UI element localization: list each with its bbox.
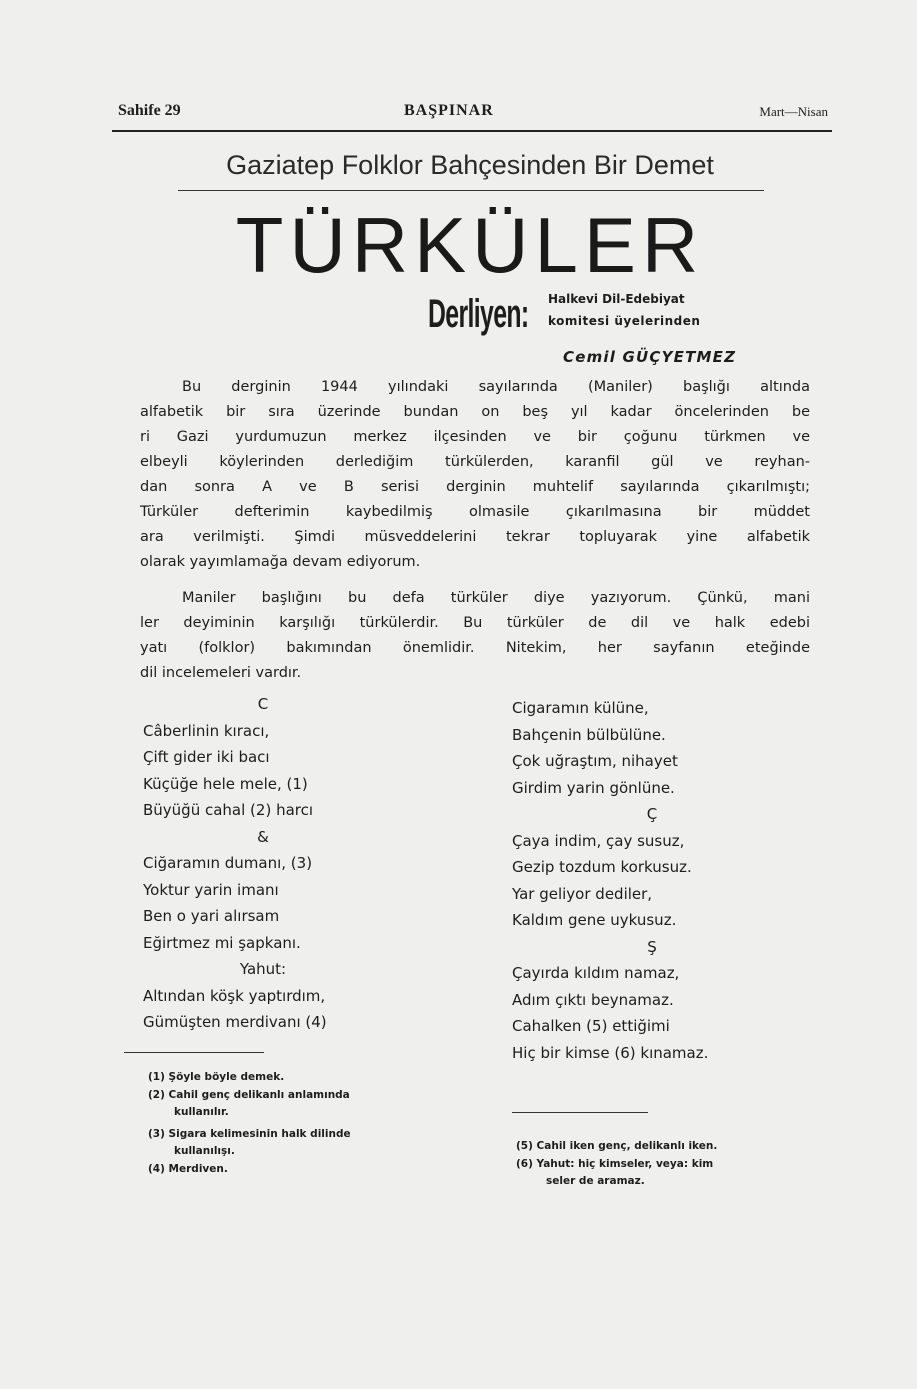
verse-line: Cahalken (5) ettiğimi [512,1017,670,1035]
verse-line: Eğirtmez mi şapkanı. [143,933,301,952]
footnote: seler de aramaz. [546,1175,645,1187]
verse-line: Girdim yarin gönlüne. [512,778,675,797]
verse-line: Çayırda kıldım namaz, [512,964,680,982]
verse-line: Câberlinin kıracı, [143,721,270,740]
intro-paragraph [140,375,810,575]
right-poem-column [512,695,792,1066]
letter-heading: Ç [646,805,658,823]
page-number: Sahife 29 [118,102,181,119]
byline-committee-1: Halkevi Dil-Edebiyat [548,292,685,306]
page-header [112,96,832,126]
footnote: (3) Sigara kelimesinin halk dilinde [148,1127,351,1140]
footnote: (1) Şöyle böyle demek. [148,1071,285,1083]
footnote-rule-left [124,1052,264,1053]
verse-line: Küçüğe hele mele, (1) [143,774,308,793]
verse-line: Ben o yari alırsam [143,907,280,925]
paragraph-line: yatı (folklor) bakımından önemlidir. Nitekim, her sayfanın eteğinde [140,640,810,656]
verse-line: Yar geliyor dediler, [512,884,653,903]
paragraph-line: Türküler defterimin kaybedilmiş olmasile çıkarılmasına bir müddet [140,504,810,520]
article-title: TÜRKÜLER [235,201,705,289]
paragraph-line: dil incelemeleri vardır. [140,665,302,681]
second-paragraph [140,586,810,686]
stanza-separator: & [257,827,269,846]
letter-heading: C [257,695,269,713]
footnotes-left [148,1069,468,1178]
article-subtitle: Gaziatep Folklor Bahçesinden Bir Demet [226,150,714,180]
verse-line: Gümüşten merdivanı (4) [143,1013,327,1031]
verse-line: Ciğaramın dumanı, (3) [143,854,313,872]
paragraph-line: ri Gazi yurdumuzun merkez ilçesinden ve bir çoğunu türkmen ve [140,429,810,445]
verse-line: Yoktur yarin imanı [143,880,279,899]
footnote: (6) Yahut: hiç kimseler, veya: kim [516,1157,714,1170]
verse-line: Hiç bir kimse (6) kınamaz. [512,1043,709,1062]
paragraph-line: alfabetik bir sıra üzerinde bundan on beş yıl kadar öncelerinden be [140,404,810,420]
verse-line: Çift gider iki bacı [143,748,270,766]
subtitle-underline [178,190,764,191]
verse-line: Çaya indim, çay susuz, [512,831,685,850]
journal-name: BAŞPINAR [404,102,494,119]
footnote: (4) Merdiven. [148,1162,228,1175]
verse-line: Altından köşk yaptırdım, [143,986,326,1005]
footnotes-right [516,1138,846,1191]
paragraph-line: olarak yayımlamağa devam ediyorum. [140,554,421,570]
footnote: kullanılır. [174,1106,229,1118]
verse-line: Bahçenin bülbülüne. [512,725,666,744]
verse-line: Gezip tozdum korkusuz. [512,858,692,876]
issue-date: Mart—Nisan [759,104,828,119]
header-rule [112,130,832,132]
variant-heading: Yahut: [239,960,287,978]
verse-line: Cigaramın külüne, [512,699,649,717]
paragraph-line: dan sonra A ve B serisi derginin muhtelif sayılarında çıkarılmıştı; [140,479,810,495]
byline-author: Cemil GÜÇYETMEZ [563,348,737,366]
letter-heading: Ş [647,937,657,956]
verse-line: Adım çıktı beynamaz. [512,990,674,1009]
byline-label: Derliyen: [428,292,529,336]
footnote: (5) Cahil iken genç, delikanlı iken. [516,1140,718,1152]
verse-line: Kaldım gene uykusuz. [512,911,677,929]
left-poem-column [143,691,383,1036]
footnote: kullanılışı. [174,1145,235,1157]
paragraph-line: elbeyli köylerinden derlediğim türkülerden, karanfil gül ve reyhan- [140,454,810,470]
paragraph-line: ler deyiminin karşılığı türkülerdir. Bu türküler de dil ve halk edebi [140,615,810,631]
verse-line: Büyüğü cahal (2) harcı [143,801,314,819]
paragraph-line: Bu derginin 1944 yılındaki sayılarında (Maniler) başlığı altında [182,379,810,395]
paragraph-line: Maniler başlığını bu defa türküler diye yazıyorum. Çünkü, mani [182,590,810,606]
footnote-rule-right [512,1112,648,1113]
footnote: (2) Cahil genç delikanlı anlamında [148,1088,350,1101]
byline-committee-2: komitesi üyelerinden [548,314,701,328]
paragraph-line: ara verilmişti. Şimdi müsveddelerini tekrar topluyarak yine alfabetik [140,529,810,545]
verse-line: Çok uğraştım, nihayet [512,752,678,770]
